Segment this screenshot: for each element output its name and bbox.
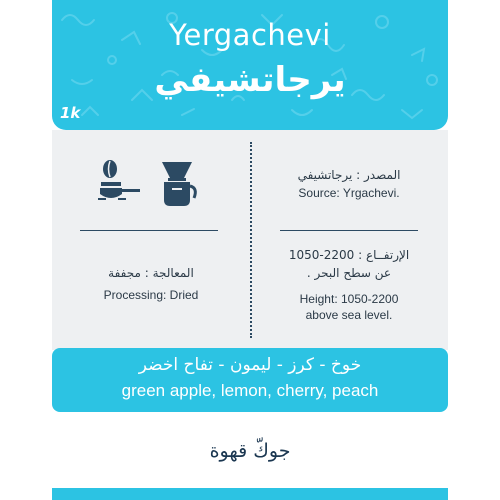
height-label-arabic-line1: الإرتفــاع : 2200-1050 [288,248,410,262]
footer-bar [52,488,448,500]
info-panel [52,130,448,350]
processing-label-arabic: المعالجة : مجففة [108,266,194,280]
origin-label-arabic: المصدر : يرجاتشيفي [297,168,401,182]
brand-name-arabic: جوكّ قهوة [209,440,291,462]
pour-over-icon [158,158,200,212]
right-divider [280,230,418,231]
processing-label-english: Processing: Dried [103,288,199,302]
height-label-english-line1: Height: 1050-2200 [299,292,399,306]
left-divider [80,230,218,231]
tasting-notes-arabic: خوخ - كرز - ليمون - تفاح اخضر [138,355,362,375]
height-label-english-line2: above sea level. [305,308,393,322]
portafilter-icon [96,158,148,212]
product-title-arabic: يرجاتشيفي [154,60,346,100]
height-label-arabic-line2: عن سطح البحر . [306,266,392,280]
brand-logo: 1k [60,104,81,122]
tasting-notes-english: green apple, lemon, cherry, peach [121,381,379,400]
tasting-notes-panel [52,348,448,412]
origin-label-english: Source: Yrgachevi. [298,186,400,200]
coffee-label-card [52,0,448,500]
header-banner [52,0,448,130]
product-title-english: Yergachevi [169,18,331,52]
